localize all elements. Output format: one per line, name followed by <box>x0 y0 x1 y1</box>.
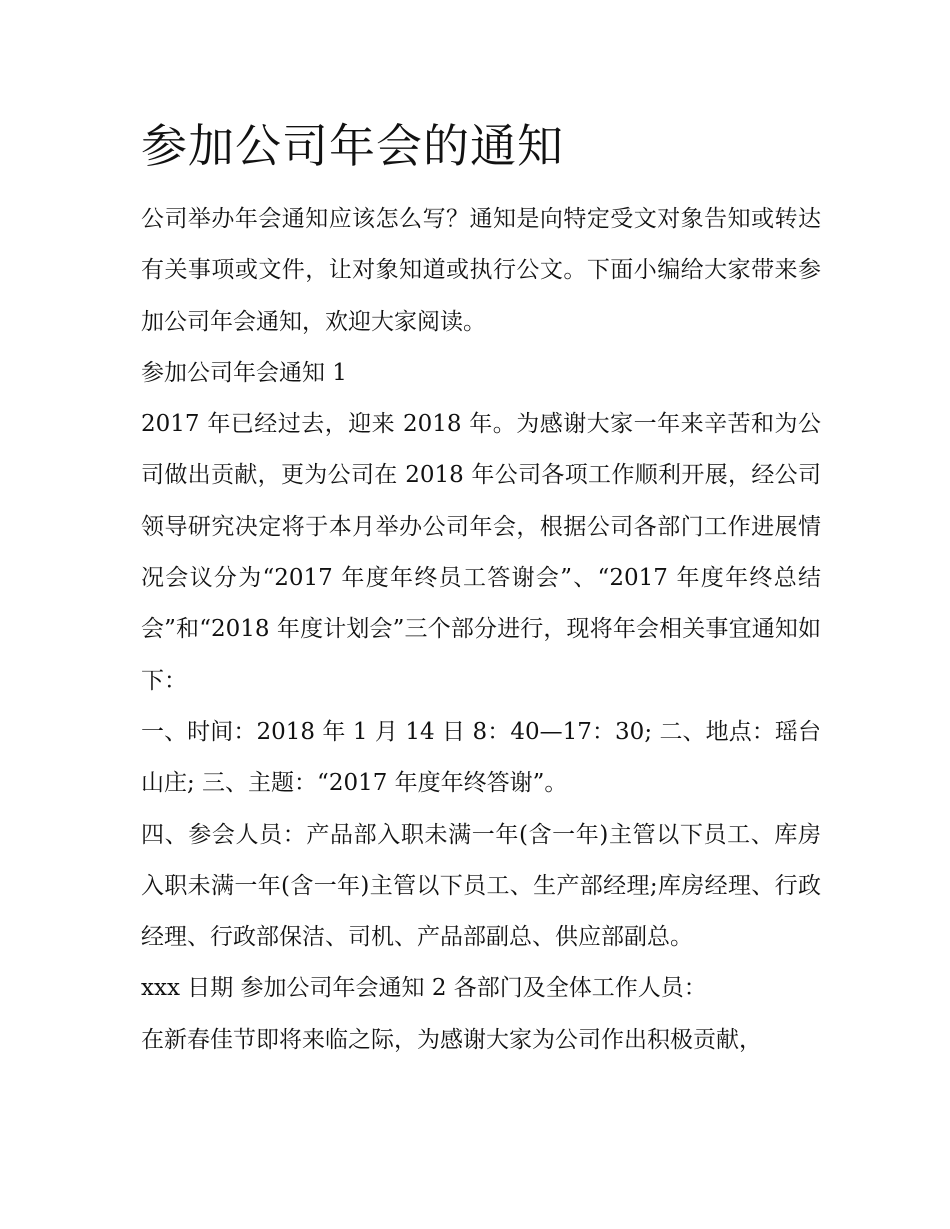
time-place-theme-paragraph: 一、时间：2018 年 1 月 14 日 8：40—17：30; 二、地点：瑶台山庄; 三、主题：“2017 年度年终答谢”。 <box>141 718 821 797</box>
intro-paragraph: 公司举办年会通知应该怎么写？通知是向特定受文对象告知或转达有关事项或文件，让对象知道或执行公文。下面小编给大家带来参加公司年会通知，欢迎大家阅读。 <box>141 206 821 335</box>
document-title: 参加公司年会的通知 <box>141 119 564 173</box>
attendees-paragraph: 四、参会人员：产品部入职未满一年(含一年)主管以下员工、库房入职未满一年(含一年)主管以下员工、生产部经理;库房经理、行政经理、行政部保洁、司机、产品部副总、供应部副总。 <box>141 821 821 951</box>
notice-2-heading-paragraph: xxx 日期 参加公司年会通知 2 各部门及全体工作人员： <box>141 975 707 1002</box>
notice-1-body-paragraph: 2017 年已经过去，迎来 2018 年。为感谢大家一年来辛苦和为公司做出贡献，更为公司在 2018 年公司各项工作顺利开展，经公司领导研究决定将于本月举办公司年会，根据公司各部门工作进展情况会议分为“2017 年度年终员工答谢会”、“2017 年度年终总结会”和“2018 年度计划会”三个部分进行，现将年会相关事宜通知如下： <box>141 411 821 694</box>
notice-1-heading: 参加公司年会通知 1 <box>141 359 347 386</box>
document-body <box>141 112 821 1066</box>
notice-2-body-paragraph: 在新春佳节即将来临之际，为感谢大家为公司作出积极贡献， <box>141 1026 762 1053</box>
